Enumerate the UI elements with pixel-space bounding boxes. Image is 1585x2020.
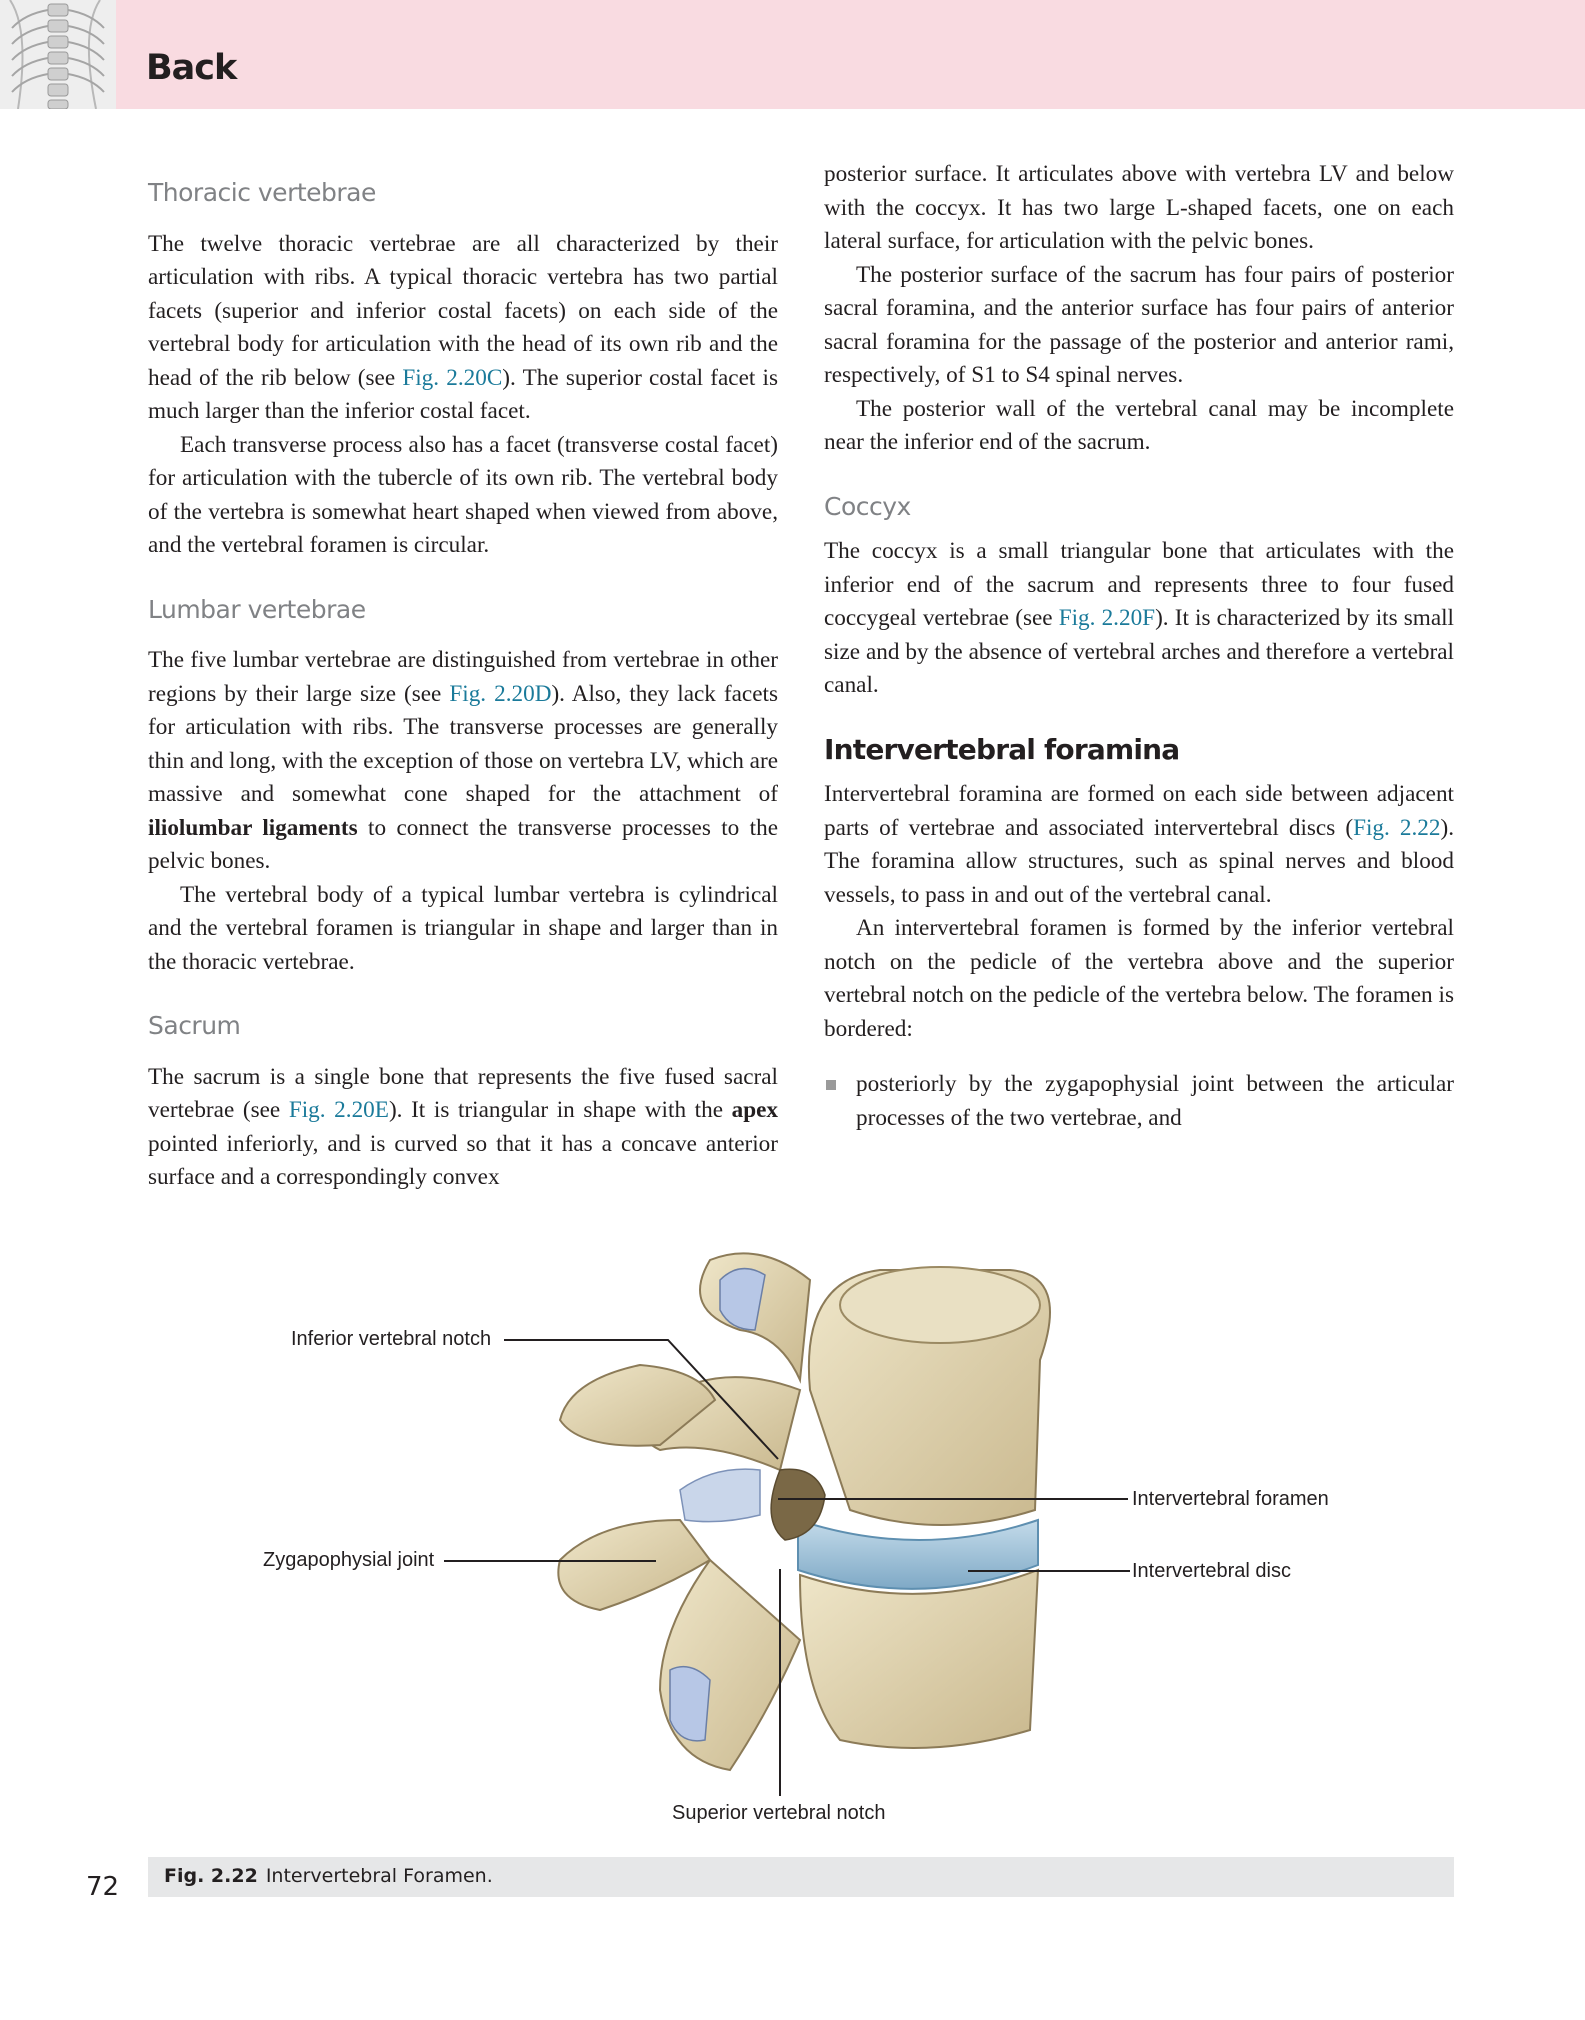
bold-term: iliolumbar ligaments (148, 814, 358, 841)
figure-link[interactable]: Fig. 2.22 (1353, 814, 1441, 841)
caption-number: Fig. 2.22 (164, 1865, 258, 1887)
label-zygapophysial-joint: Zygapophysial joint (263, 1549, 435, 1571)
text: ). The superior costal facet is much larger than the inferior costal facet. (148, 364, 778, 424)
paragraph (148, 228, 778, 429)
paragraph (824, 535, 1454, 703)
paragraph: Each transverse process also has a facet (transverse costal facet) for articulation with the tubercle of its own rib. The vertebral body of the vertebra is somewhat heart shaped when viewed from above, and the vertebral foramen is circular. (148, 431, 778, 558)
text: ). The foramina allow structures, such as spinal nerves and blood vessels, to pass in and out of the vertebral canal. (824, 814, 1454, 908)
page-number: 72 (86, 1872, 120, 1902)
label-inferior-vertebral-notch: Inferior vertebral notch (291, 1328, 492, 1350)
label-intervertebral-disc: Intervertebral disc (1132, 1560, 1291, 1582)
paragraph: An intervertebral foramen is formed by the inferior vertebral notch on the pedicle of the vertebra above and the superior vertebral notch on the pedicle of the vertebra below. The foramen is bordered: (824, 915, 1454, 1042)
text: ). It is triangular in shape with the (388, 1097, 732, 1123)
figure-link[interactable]: Fig. 2.20D (449, 680, 552, 707)
bullet-text: posteriorly by the zygapophysial joint between the articular processes of the two vertebrae, and (856, 1071, 1454, 1131)
figure-caption (164, 1865, 493, 1887)
text: ). Also, they lack facets for articulation with ribs. The transverse processes are generally thin and long, with the exception of those on vertebra LV, which are massive and somewhat cone shaped for the attachment of (148, 680, 778, 807)
figure-link[interactable]: Fig. 2.20C (402, 364, 503, 391)
paragraph: The posterior surface of the sacrum has four pairs of posterior sacral foramina, and the anterior surface has four pairs of anterior sacral foramina for the passage of the posterior and anterior rami, respectively, of S1 to S4 spinal nerves. (824, 261, 1454, 388)
bullet-item (824, 1068, 1454, 1135)
heading-sacrum: Sacrum (148, 1011, 241, 1040)
spine-thumbnail-image (0, 0, 116, 109)
paragraph: The vertebral body of a typical lumbar vertebra is cylindrical and the vertebral foramen is triangular in shape and larger than in the thoracic vertebrae. (148, 881, 778, 975)
bullet-square-icon (826, 1080, 836, 1090)
paragraph: The posterior wall of the vertebral canal may be incomplete near the inferior end of the sacrum. (824, 395, 1454, 455)
text: The five lumbar vertebrae are distinguished from vertebrae in other regions by their large size (see (148, 647, 778, 707)
header-band (116, 0, 1585, 109)
text: ). It is characterized by its small size and by the absence of vertebral arches and therefore a vertebral canal. (824, 605, 1454, 698)
figure-caption-bar (148, 1857, 1454, 1897)
label-superior-vertebral-notch: Superior vertebral notch (672, 1802, 886, 1824)
bold-term: apex (731, 1097, 778, 1123)
right-column (824, 158, 1454, 1135)
heading-thoracic: Thoracic vertebrae (148, 178, 376, 207)
section-title: Back (146, 48, 237, 88)
text: pointed inferiorly, and is curved so that it has a concave anterior surface and a correspondingly convex (148, 1130, 778, 1190)
heading-intervertebral-foramina: Intervertebral foramina (824, 732, 1180, 766)
text: to connect the transverse processes to the pelvic bones. (148, 814, 778, 874)
paragraph (148, 1061, 778, 1195)
paragraph (824, 778, 1454, 912)
text: The twelve thoracic vertebrae are all characterized by their articulation with ribs. A typical thoracic vertebra has two partial facets (superior and inferior costal facets) on each side of the vertebral body for articulation with the head of its own rib and the head of the rib below (see (148, 230, 778, 391)
left-column (148, 160, 778, 1195)
figure-link[interactable]: Fig. 2.20E (288, 1097, 389, 1123)
text: Intervertebral foramina are formed on each side between adjacent parts of vertebrae and associated intervertebral discs ( (824, 781, 1454, 841)
caption-text: Intervertebral Foramen. (265, 1865, 493, 1887)
heading-coccyx: Coccyx (824, 491, 911, 521)
text: The sacrum is a single bone that represents the five fused sacral vertebrae (see (148, 1063, 778, 1123)
paragraph (148, 644, 778, 879)
figure-intervertebral-foramen (240, 1240, 1370, 1840)
text: The coccyx is a small triangular bone that articulates with the inferior end of the sacrum and represents three to four fused coccygeal vertebrae (see (824, 538, 1454, 631)
paragraph: posterior surface. It articulates above with vertebra LV and below with the coccyx. It has two large L-shaped facets, one on each lateral surface, for articulation with the pelvic bones. (824, 161, 1454, 254)
figure-link[interactable]: Fig. 2.20F (1058, 605, 1156, 631)
label-intervertebral-foramen: Intervertebral foramen (1132, 1488, 1329, 1510)
heading-lumbar: Lumbar vertebrae (148, 594, 366, 624)
